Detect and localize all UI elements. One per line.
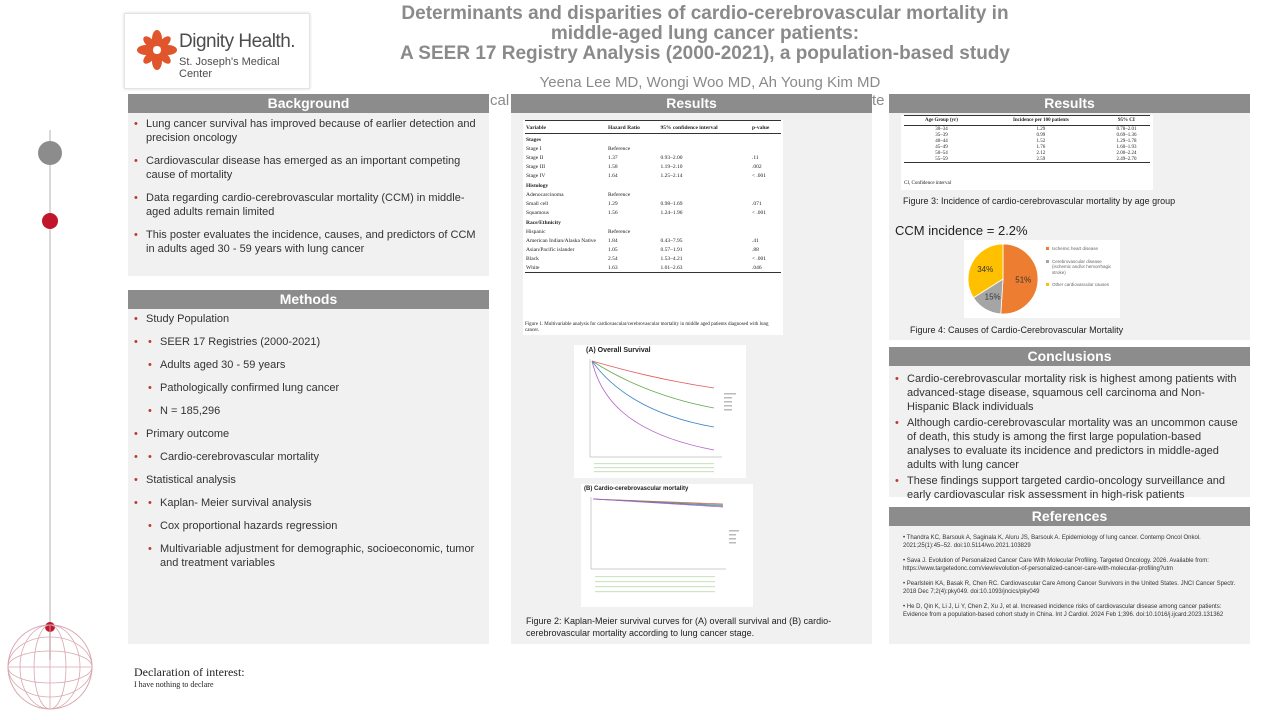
conclusions-heading: Conclusions (889, 347, 1250, 366)
table-section-label: Stages (526, 137, 541, 143)
table-header-cell: p-value (751, 121, 781, 134)
table-cell: Squamous (526, 209, 549, 216)
pie-legend-swatch (1046, 247, 1049, 250)
globe-graphic (5, 622, 95, 712)
km-b-title: (B) Cardio-cerebrovascular mortality (584, 486, 689, 492)
table-cell: Reference (608, 228, 631, 235)
table-cell: Reference (608, 191, 631, 198)
study-population-list (142, 335, 483, 418)
pie-legend-label: Other cardiovascular causes (1052, 282, 1110, 287)
age-incidence-table (904, 115, 1150, 163)
background-list (128, 117, 489, 256)
timeline-line (49, 130, 51, 660)
table-cell (751, 190, 781, 199)
po-container (128, 450, 483, 464)
table-cell: 1.29 (608, 200, 618, 207)
table-cell: .071 (751, 200, 762, 207)
table-row (525, 227, 781, 236)
table-cell: 0.43–7.95 (660, 237, 683, 244)
background-item: • Data regarding cardio-cerebrovascular mortality (CCM) in middle-aged adults remain limited (128, 191, 483, 219)
table-cell: Black (526, 255, 539, 262)
km-a-title: (A) Overall Survival (586, 347, 651, 354)
table-cell: 1.58 (608, 163, 618, 170)
km-overall-survival-figure (574, 345, 746, 478)
table-cell (659, 190, 750, 199)
age-table-header-cell: 95% CI (1103, 116, 1150, 126)
age-table-cell: 50–54 (935, 150, 948, 156)
table-row (525, 236, 781, 245)
table-cell: 1.25–2.14 (660, 172, 683, 179)
timeline-dot-red (42, 213, 58, 229)
figure-3-caption: Figure 3: Incidence of cardio-cerebrovascular mortality by age group (903, 196, 1176, 206)
statistical-analysis-list (142, 496, 483, 570)
age-table-cell: 0.69–1.36 (1116, 132, 1137, 138)
conclusion-item: • These findings support targeted cardio-oncology surveillance and early cardiovascular risk assessment in high-risk patients (889, 474, 1240, 502)
table-header-row (525, 121, 781, 134)
table-cell: 1.24–1.96 (660, 209, 683, 216)
table-row (525, 171, 781, 180)
conclusions-list (889, 372, 1250, 502)
table-cell: Stage I (526, 145, 542, 152)
table-row (525, 199, 781, 208)
table-cell: Asian/Pacific islander (526, 246, 575, 253)
age-table-figure (901, 115, 1153, 190)
logo-subtitle: St. Joseph's Medical Center (179, 56, 280, 80)
references-list (889, 526, 1250, 619)
pie-chart-figure (964, 240, 1120, 318)
methods-list (128, 312, 489, 570)
title-line-3: A SEER 17 Registry Analysis (2000-2021), a population-based study (400, 43, 1010, 64)
statistical-analysis-item: • Multivariable adjustment for demographic, socioeconomic, tumor and treatment variables (142, 542, 483, 570)
table-cell: 1.63 (607, 263, 659, 273)
age-table-header-cell: Incidence per 100 patients (979, 116, 1103, 126)
table-cell: White (525, 263, 607, 273)
table-row (525, 263, 781, 273)
pie-legend-swatch (1046, 260, 1049, 263)
primary-outcome-item: • • Cardio-cerebrovascular mortality (142, 450, 483, 464)
study-population-item: • Pathologically confirmed lung cancer (142, 381, 483, 395)
age-table-cell: 1.60–1.93 (1116, 144, 1137, 150)
sp-container (128, 335, 483, 418)
table-cell: .046 (751, 263, 781, 273)
pie-slice-label: 51% (1015, 275, 1032, 285)
conclusion-item: • Although cardio-cerebrovascular mortality was an uncommon cause of death, this study is among the first large population-based analyses to evaluate its incidence and predictors in middle-aged adults with lung cancer (889, 416, 1240, 472)
results-middle-panel (511, 94, 872, 644)
statistical-analysis-item: • Cox proportional hazards regression (142, 519, 483, 533)
timeline-dot-gray (38, 141, 62, 165)
affiliation-left: cal (490, 92, 510, 109)
declaration-text: I have nothing to declare (134, 680, 214, 689)
results-middle-heading: Results (511, 94, 872, 113)
hazard-table-figure (523, 120, 783, 335)
table-cell: Reference (608, 145, 631, 152)
table-cell: < .001 (751, 172, 767, 179)
table-cell: Stage IV (526, 172, 546, 179)
table-cell: Hispanic (526, 228, 546, 235)
table-cell: .11 (751, 154, 759, 161)
pie-legend-label: Cerebrovascular disease (ischemic and/or hemorrhagic stroke) (1052, 258, 1112, 275)
age-table-header-cell: Age Group (yr) (904, 116, 979, 126)
results-right-heading: Results (889, 94, 1250, 113)
pie-legend-item (1046, 282, 1118, 288)
age-footnote: CI, Confidence interval (904, 181, 952, 186)
declaration-title: Declaration of interest: (134, 665, 245, 679)
study-population-item: • N = 185,296 (142, 404, 483, 418)
table-cell: < .001 (751, 255, 767, 262)
dignity-star-icon (137, 29, 177, 71)
reference-item: • Sava J. Evolution of Personalized Cancer Care With Molecular Profiling. Targeted Oncology. 2026. Available from: https://www.targetedonc.com/view/evolution-of-personalized-cancer-care-with-molecular-profiling?utm (903, 557, 1238, 573)
table-header-cell: Hazard Ratio (607, 121, 659, 134)
pie-legend-item (1046, 246, 1118, 252)
background-item: • Lung cancer survival has improved because of earlier detection and precision oncology (128, 117, 483, 145)
age-table-cell: 55–59 (904, 156, 979, 163)
age-table-row (904, 156, 1150, 163)
pie-legend-swatch (1046, 283, 1049, 286)
table-cell: Stage II (526, 154, 544, 161)
table-cell: 1.56 (608, 209, 618, 216)
conclusions-panel (889, 347, 1250, 501)
age-table-cell: 0.78–2.01 (1116, 126, 1137, 132)
table-cell: 1.37 (608, 154, 618, 161)
logo-box (124, 13, 310, 89)
age-table-cell: 1.76 (1036, 144, 1046, 150)
results-right-panel (889, 94, 1250, 340)
age-table-cell: 30–34 (935, 126, 948, 132)
table-cell: 2.54 (608, 255, 618, 262)
background-panel (128, 94, 489, 276)
km-ccm-plot (581, 484, 753, 607)
figure-2-caption: Figure 2: Kaplan-Meier survival curves for (A) overall survival and (B) cardio-cerebrovascular mortality according to lung cancer stage. (526, 616, 832, 638)
age-table-cell: 2.49–2.70 (1103, 156, 1150, 163)
background-item: • Cardiovascular disease has emerged as an important competing cause of mortality (128, 154, 483, 182)
table-cell: 1.64 (608, 172, 618, 179)
study-population-item: • Adults aged 30 - 59 years (142, 358, 483, 372)
table-cell: 0.98–1.69 (660, 200, 683, 207)
methods-statistical-analysis: • Statistical analysis (128, 473, 483, 487)
table-cell (751, 227, 781, 236)
table-section-label: Histology (526, 183, 549, 189)
table-cell (659, 144, 750, 153)
table-row (525, 254, 781, 263)
sa-container (128, 496, 483, 570)
poster-title (330, 4, 1080, 64)
age-table-cell: 45–49 (935, 144, 948, 150)
table-cell: .88 (751, 246, 759, 253)
statistical-analysis-item: • • Kaplan- Meier survival analysis (142, 496, 483, 510)
table-row (525, 162, 781, 171)
pie-slice-label: 34% (977, 265, 994, 275)
reference-item: • Thandra KC, Barsouk A, Saginala K, Aluru JS, Barsouk A. Epidemiology of lung cancer. Contemp Oncol Onkol. 2021;25(1):45–52. doi:10.5114/wo.2021.103829 (903, 534, 1238, 550)
age-table-cell: 2.59 (979, 156, 1103, 163)
age-table-cell: 2.00–2.24 (1116, 150, 1137, 156)
table-row (525, 245, 781, 254)
table-header-cell: 95% confidence interval (659, 121, 750, 134)
table-cell: 0.57–1.91 (660, 246, 683, 253)
background-item: • This poster evaluates the incidence, causes, and predictors of CCM in adults aged 30 - 59 years with lung cancer (128, 228, 483, 256)
table-header-cell: Variable (525, 121, 607, 134)
pie-legend-item (1046, 259, 1118, 276)
table-row (525, 153, 781, 162)
background-heading: Background (128, 94, 489, 113)
km-overall-survival-plot (574, 345, 746, 478)
age-table-cell: 1.29 (1036, 126, 1046, 132)
pie-slice-label: 15% (984, 292, 1001, 302)
reference-item: • He D, Qin K, Li J, Li Y, Chen Z, Xu J, et al. Increased incidence risks of cardiovascular disease among cancer patients: Evidence from a population-based cohort study in China. Int J Cardiol. 2024 Feb 1;396. doi:10.1016/j.ijcard.2023.131362 (903, 603, 1238, 619)
table-cell: 1.53–4.21 (660, 255, 683, 262)
title-line-2: middle-aged lung cancer patients: (550, 23, 860, 44)
age-table-cell: 1.29–1.78 (1116, 138, 1137, 144)
methods-heading: Methods (128, 290, 489, 309)
table-row (525, 180, 781, 190)
references-heading: References (889, 507, 1250, 526)
table-row (525, 134, 781, 145)
logo-brand: Dignity Health. (179, 31, 296, 52)
table-cell: 0.93–2.00 (660, 154, 683, 161)
km-ccm-figure (581, 484, 753, 607)
age-table-cell: 35–39 (935, 132, 948, 138)
pie-legend-label: Ischemic heart disease (1052, 246, 1099, 251)
pie-chart (964, 240, 1042, 318)
methods-primary-outcome: • Primary outcome (128, 427, 483, 441)
table-cell: 1.01–2.63 (659, 263, 750, 273)
table-cell: 1.84 (608, 237, 618, 244)
table-cell: Small cell (526, 200, 549, 207)
study-population-item: • • SEER 17 Registries (2000-2021) (142, 335, 483, 349)
title-line-1: Determinants and disparities of cardio-cerebrovascular mortality in (401, 3, 1009, 24)
table-cell (751, 144, 781, 153)
table-cell: .41 (751, 237, 759, 244)
age-table-cell: 0.99 (1036, 132, 1046, 138)
table-cell: 1.19–2.10 (660, 163, 683, 170)
reference-item: • Pearlstein KA, Basak R, Chen RC. Cardiovascular Care Among Cancer Survivors in the United States. JNCI Cancer Spectr. 2018 Dec 7;2(4):pky049. doi:10.1093/jncics/pky049 (903, 580, 1238, 596)
figure-4-caption: Figure 4: Causes of Cardio-Cerebrovascular Mortality (910, 325, 1124, 335)
table-cell (659, 227, 750, 236)
table-row (525, 208, 781, 217)
primary-outcome-list (142, 450, 483, 464)
table-row (525, 190, 781, 199)
age-table-cell: 40–44 (935, 138, 948, 144)
table-cell: Stage III (526, 163, 546, 170)
age-table-cell: 2.12 (1036, 150, 1046, 156)
table-cell: American Indian/Alaska Native (526, 237, 596, 244)
hazard-ratio-table (525, 120, 781, 273)
affiliation-right: te (872, 92, 885, 109)
table-caption: Figure 1. Multivariable analysis for cardiovascular/cerebrovascular mortality in middle aged patients diagnosed with lung cancer. (525, 322, 769, 333)
table-cell: 1.05 (608, 246, 618, 253)
references-panel (889, 507, 1250, 644)
table-row (525, 144, 781, 153)
table-row (525, 217, 781, 227)
methods-panel (128, 290, 489, 644)
table-cell: < .001 (751, 209, 767, 216)
methods-study-population: • Study Population (128, 312, 483, 326)
table-section-label: Race/Ethnicity (526, 220, 561, 226)
table-cell: .002 (751, 163, 762, 170)
authors: Yeena Lee MD, Wongi Woo MD, Ah Young Kim MD (539, 74, 881, 91)
conclusion-item: • Cardio-cerebrovascular mortality risk is highest among patients with advanced-stage disease, squamous cell carcinoma and Non-Hispanic Black individuals (889, 372, 1240, 414)
age-table-cell: 1.52 (1036, 138, 1046, 144)
pie-legend (1046, 246, 1118, 295)
ccm-incidence: CCM incidence = 2.2% (895, 223, 1028, 238)
age-table-header-row (904, 116, 1150, 126)
table-cell: Adenocarcinoma (526, 191, 564, 198)
